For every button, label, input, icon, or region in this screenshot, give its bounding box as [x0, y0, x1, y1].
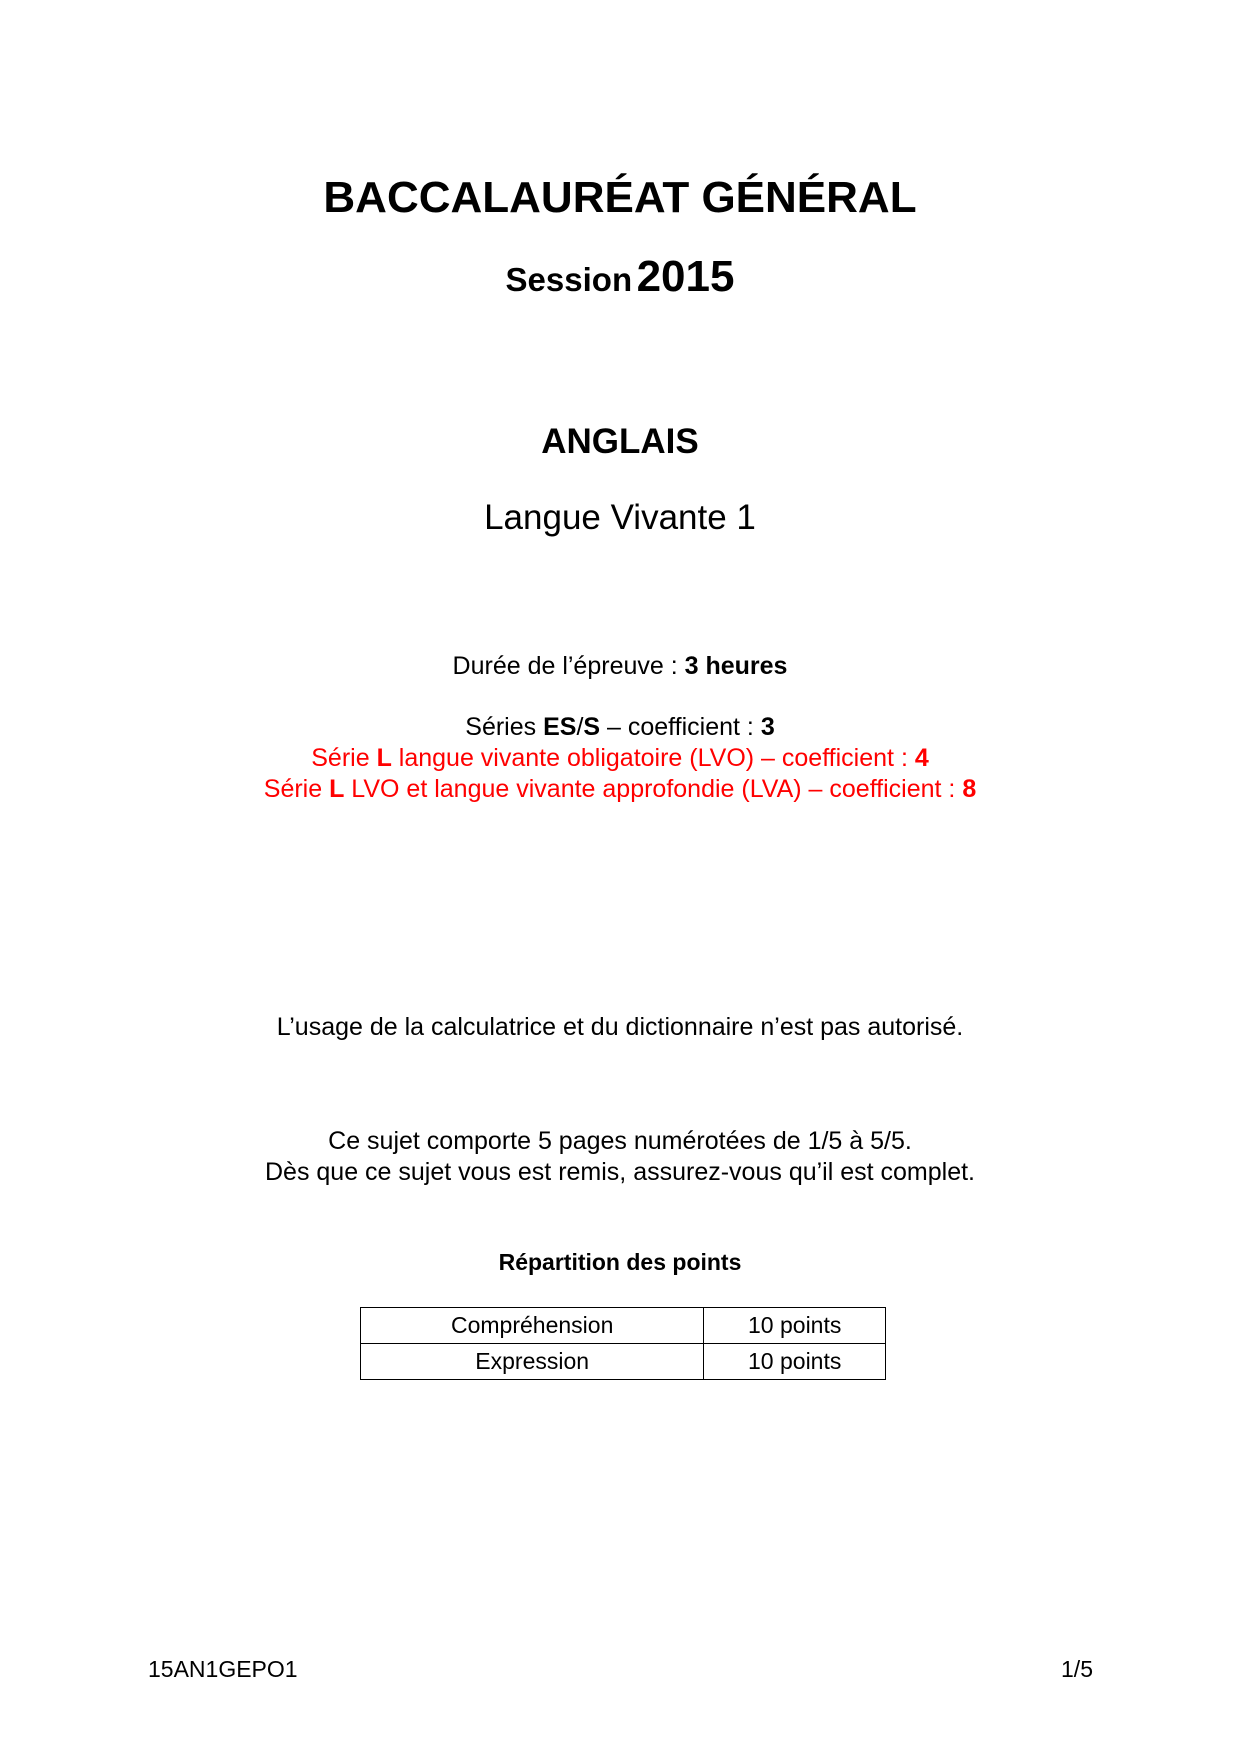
- pages-note-line2: Dès que ce sujet vous est remis, assurez-vous qu’il est complet.: [264, 1158, 976, 1186]
- duration-label: Durée de l’épreuve :: [452, 652, 685, 680]
- table-cell-label: Compréhension: [361, 1308, 704, 1344]
- series-coef-value: 4: [914, 744, 929, 772]
- usage-note: L’usage de la calculatrice et du dictionnaire n’est pas autorisé.: [276, 1013, 964, 1041]
- series-description: langue vivante obligatoire (LVO) – coefficient :: [391, 744, 915, 772]
- series-letter: L: [376, 744, 392, 772]
- session-year: 2015: [636, 252, 735, 301]
- series-l-lva-line: [0, 773, 1240, 805]
- series-coef-value: 3: [760, 713, 775, 741]
- series-prefix: Séries: [465, 713, 544, 741]
- points-table: [360, 1307, 886, 1380]
- series-prefix: Série: [263, 775, 330, 803]
- session-word: Session: [505, 261, 633, 298]
- table-cell-points: 10 points: [704, 1308, 886, 1344]
- series-description: LVO et langue vivante approfondie (LVA) – coefficient :: [344, 775, 963, 803]
- subject-level: Langue Vivante 1: [484, 498, 756, 537]
- series-es-s-line: [0, 711, 1240, 743]
- series-coef-value: 8: [962, 775, 977, 803]
- series-s: S: [583, 713, 601, 741]
- duration-line: [0, 650, 1240, 682]
- pages-note-line1: Ce sujet comporte 5 pages numérotées de 1/5 à 5/5.: [328, 1127, 912, 1155]
- footer-page-number: 1/5: [1061, 1656, 1093, 1682]
- series-es: ES: [543, 713, 577, 741]
- series-prefix: Série: [311, 744, 377, 772]
- subject-name: ANGLAIS: [541, 422, 699, 461]
- table-row: [361, 1344, 886, 1380]
- footer-code: 15AN1GEPO1: [148, 1656, 298, 1682]
- document-title: BACCALAURÉAT GÉNÉRAL: [323, 173, 917, 222]
- series-coef-label: – coefficient :: [600, 713, 761, 741]
- series-l-lvo-line: [0, 742, 1240, 774]
- points-table-title: Répartition des points: [498, 1249, 742, 1275]
- table-cell-label: Expression: [361, 1344, 704, 1380]
- session-line: [0, 252, 1240, 312]
- table-cell-points: 10 points: [704, 1344, 886, 1380]
- table-row: [361, 1308, 886, 1344]
- series-slash: /: [576, 713, 584, 741]
- series-letter: L: [329, 775, 345, 803]
- duration-value: 3 heures: [684, 652, 788, 680]
